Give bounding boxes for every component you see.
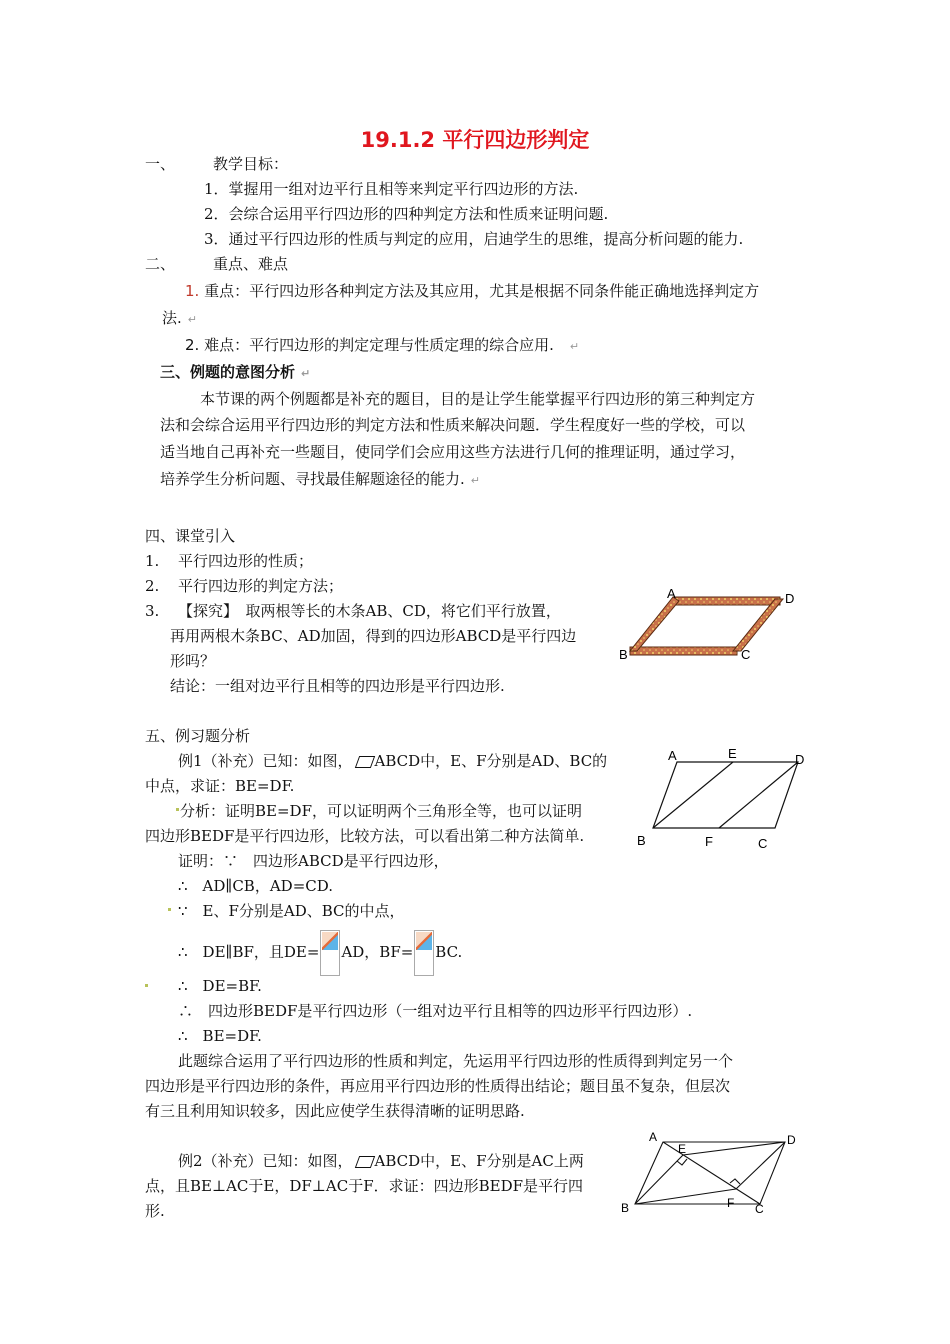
intro-item-1: 平行四边形的性质； bbox=[178, 552, 314, 570]
fig1-label-a: A bbox=[667, 586, 676, 601]
segment-bf bbox=[635, 1189, 736, 1204]
analysis-line-2: 四边形BEDF是平行四边形，比较方法，可以看出第二种方法简单. bbox=[145, 827, 585, 845]
objective-1: 1．掌握用一组对边平行且相等来判定平行四边形的方法. bbox=[204, 180, 579, 198]
proof-line-3: ∵ E、F分别是AD、BC的中点， bbox=[178, 902, 405, 920]
section-5-heading: 五、例习题分析 bbox=[145, 727, 251, 745]
intent-line-4: 培养学生分析问题、寻找最佳解题途径的能力. bbox=[160, 470, 465, 488]
example-1-line-1 bbox=[178, 752, 607, 770]
wood-strip-bc bbox=[630, 647, 737, 655]
proof-line-2: ∴ AD∥CB，AD=CD. bbox=[178, 877, 333, 895]
intro-item-3-line-1: 【探究】 取两根等长的木条AB、CD，将它们平行放置， bbox=[178, 602, 561, 620]
intro-item-3-number: 3. bbox=[145, 602, 160, 620]
example-1-intro: 例1（补充）已知：如图， bbox=[178, 752, 353, 770]
intro-item-2-number: 2. bbox=[145, 577, 160, 595]
section-3-heading: 三、例题的意图分析 bbox=[160, 363, 296, 381]
fig2-label-f: F bbox=[705, 834, 713, 849]
difficult-point-line bbox=[185, 336, 579, 356]
fig2-label-c: C bbox=[758, 836, 768, 851]
segment-ed bbox=[683, 1142, 785, 1155]
analysis-line-1: 分析：证明BE=DF，可以证明两个三角形全等，也可以证明 bbox=[180, 802, 582, 820]
key-point-continuation bbox=[162, 309, 197, 329]
commentary-line-3: 有三且利用知识较多，因此应使学生获得清晰的证明思路. bbox=[145, 1102, 525, 1120]
fig3-label-e: E bbox=[678, 1142, 687, 1156]
fig1-label-b: B bbox=[619, 647, 628, 662]
section-4-heading: 四、课堂引入 bbox=[145, 527, 236, 545]
proof-line-6: ∴ 四边形BEDF是平行四边形（一组对边平行且相等的四边形平行四边形）. bbox=[178, 1002, 693, 1020]
segment-be bbox=[635, 1155, 683, 1204]
difficult-point-text: 难点：平行四边形的判定定理与性质定理的综合应用. bbox=[204, 336, 554, 354]
fig3-label-f: F bbox=[727, 1196, 735, 1210]
section-2-number: 二、 bbox=[145, 255, 176, 273]
intent-line-2: 法和会综合运用平行四边形的判定方法和性质来解决问题．学生程度好一些的学校，可以 bbox=[160, 416, 746, 434]
difficult-point-number: 2. bbox=[185, 336, 200, 354]
segment-fd bbox=[736, 1142, 785, 1189]
parallelogram-abcd bbox=[653, 762, 798, 828]
wood-strip-ab bbox=[630, 597, 679, 651]
intro-item-3-line-2: 再用两根木条BC、AD加固，得到的四边形ABCD是平行四边 bbox=[170, 627, 577, 645]
example-1-given: ABCD中，E、F分别是AD、BC的 bbox=[374, 752, 608, 770]
proof-line-4-c: BC. bbox=[435, 943, 463, 961]
fig3-label-a: A bbox=[649, 1130, 658, 1144]
fraction-image-icon bbox=[414, 930, 434, 976]
intent-line-3: 适当地自己再补充一些题目，使同学们会应用这些方法进行几何的推理证明，通过学习， bbox=[160, 443, 746, 461]
parallelogram-symbol-icon bbox=[354, 1156, 374, 1168]
intro-item-1-number: 1. bbox=[145, 552, 160, 570]
section-3-heading-line bbox=[160, 363, 310, 383]
wooden-parallelogram-figure bbox=[615, 585, 815, 665]
fig2-label-d: D bbox=[795, 752, 805, 767]
proof-line-1: 证明：∵ 四边形ABCD是平行四边形， bbox=[178, 852, 449, 870]
intent-line-4-wrap bbox=[160, 470, 480, 490]
proof-line-7: ∴ BE=DF. bbox=[178, 1027, 262, 1045]
example-2-line-1 bbox=[178, 1152, 584, 1170]
marker-dot bbox=[176, 808, 179, 811]
right-angle-f bbox=[730, 1179, 740, 1184]
section-1-heading: 教学目标： bbox=[213, 155, 289, 173]
return-mark-icon: ↵ bbox=[187, 313, 197, 326]
example-2-intro: 例2（补充）已知：如图， bbox=[178, 1152, 353, 1170]
proof-line-4-b: AD，BF= bbox=[341, 943, 414, 961]
proof-line-5: ∴ DE=BF. bbox=[178, 977, 262, 995]
intro-item-2: 平行四边形的判定方法； bbox=[178, 577, 344, 595]
intro-item-3-line-3: 形吗？ bbox=[170, 652, 216, 670]
proof-line-4-a: ∴ DE∥BF，且DE= bbox=[178, 943, 320, 961]
marker-dot bbox=[145, 984, 148, 987]
example-2-figure bbox=[615, 1125, 810, 1220]
fig3-label-b: B bbox=[621, 1201, 630, 1215]
commentary-line-1: 此题综合运用了平行四边形的性质和判定，先运用平行四边形的性质得到判定另一个 bbox=[178, 1052, 734, 1070]
key-point-text: 重点：平行四边形各种判定方法及其应用，尤其是根据不同条件能正确地选择判定方 bbox=[204, 282, 760, 300]
key-point-line bbox=[185, 282, 759, 300]
page-title: 19.1.2 平行四边形判定 bbox=[360, 128, 590, 152]
example-2-line-3: 形. bbox=[145, 1202, 165, 1220]
intro-conclusion: 结论：一组对边平行且相等的四边形是平行四边形. bbox=[170, 677, 505, 695]
fig2-label-b: B bbox=[637, 833, 646, 848]
parallelogram-symbol-icon bbox=[354, 756, 374, 768]
proof-line-4 bbox=[178, 930, 462, 976]
example-2-line-2: 点，且BE⊥AC于E，DF⊥AC于F．求证：四边形BEDF是平行四 bbox=[145, 1177, 584, 1195]
example-1-figure bbox=[630, 740, 820, 855]
section-1-number: 一、 bbox=[145, 155, 176, 173]
intent-line-1: 本节课的两个例题都是补充的题目，目的是让学生能掌握平行四边形的第三种判定方 bbox=[200, 390, 756, 408]
fig2-label-a: A bbox=[668, 748, 677, 763]
marker-dot bbox=[168, 908, 171, 911]
fig1-label-d: D bbox=[785, 591, 795, 606]
fraction-image-icon bbox=[320, 930, 340, 976]
example-1-line-2: 中点，求证：BE=DF. bbox=[145, 777, 295, 795]
section-2-heading: 重点、难点 bbox=[213, 255, 289, 273]
return-mark-icon: ↵ bbox=[569, 340, 580, 353]
objective-3: 3．通过平行四边形的性质与判定的应用，启迪学生的思维，提高分析问题的能力. bbox=[204, 230, 744, 248]
example-2-given: ABCD中，E、F分别是AC上两 bbox=[374, 1152, 584, 1170]
wood-strip-cd bbox=[733, 599, 783, 651]
key-point-number: 1. bbox=[185, 282, 200, 300]
objective-2: 2．会综合运用平行四边形的四种判定方法和性质来证明问题. bbox=[204, 205, 609, 223]
fig1-label-c: C bbox=[741, 647, 751, 662]
fig2-label-e: E bbox=[728, 746, 737, 761]
fig3-label-c: C bbox=[755, 1202, 764, 1216]
key-point-cont-text: 法. bbox=[162, 309, 182, 327]
return-mark-icon: ↵ bbox=[470, 474, 480, 487]
fig3-label-d: D bbox=[787, 1133, 796, 1147]
return-mark-icon: ↵ bbox=[301, 367, 311, 380]
commentary-line-2: 四边形是平行四边形的条件，再应用平行四边形的性质得出结论；题目虽不复杂，但层次 bbox=[145, 1077, 731, 1095]
wood-strip-ad bbox=[673, 597, 780, 605]
